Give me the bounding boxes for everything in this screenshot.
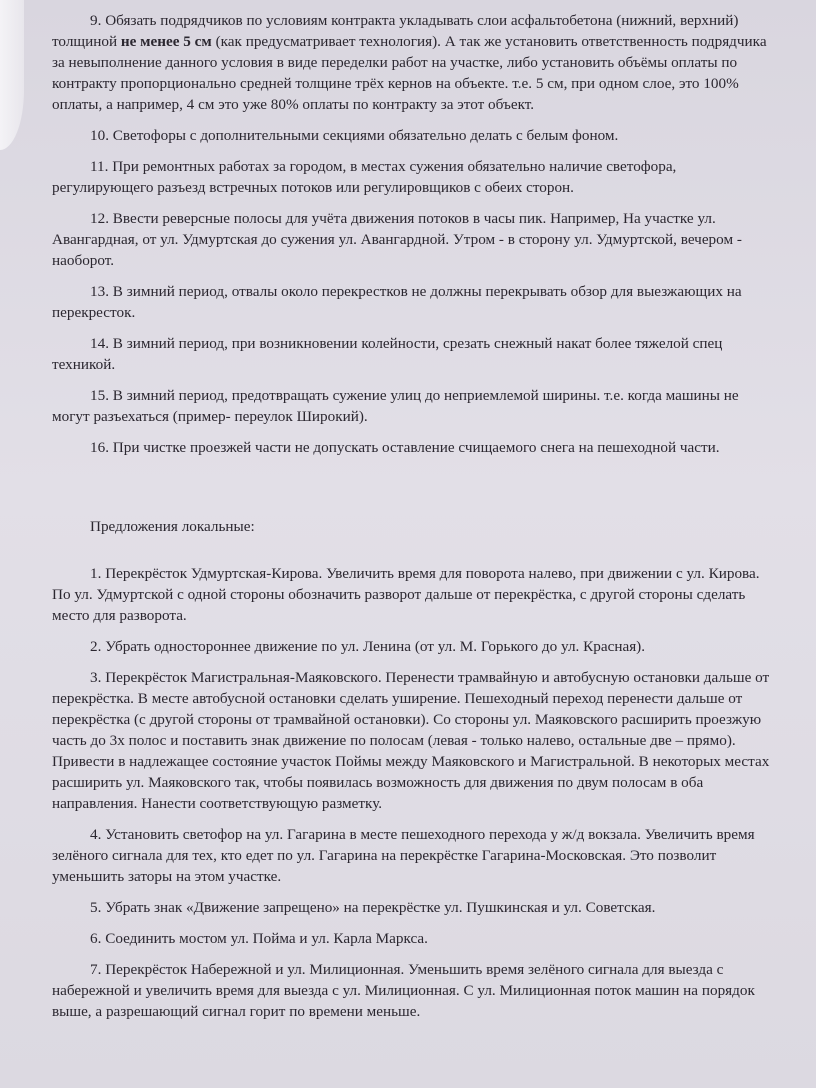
general-item-16: 16. При чистке проезжей части не допускать оставление счищаемого снега на пешеходной части. [90,439,720,456]
general-item-9: 9. Обязать подрядчиков по условиям контракта укладывать слои асфальтобетона (нижний, верхний) толщиной не менее 5 см (как предусматривает технология). А так же установить ответственность подрядчика за невыполнение данного условия в виде переделки работ на участке, либо установить объёмы оплаты по контракту пропорционально средней толщине трёх кернов на объекте. т.е. 5 см, при одном слое, это 100% оплаты, а например, 4 см это уже 80% оплаты по контракту за этот объект. [52,12,767,113]
general-item-11: 11. При ремонтных работах за городом, в местах сужения обязательно наличие светофора, регулирующего разъезд встречных потоков или регулировщиков с обеих сторон. [52,158,677,196]
general-item-13: 13. В зимний период, отвалы около перекрестков не должны перекрывать обзор для выезжающих на перекресток. [52,283,742,321]
bold-thickness-requirement: не менее 5 см [120,33,212,50]
general-item-12: 12. Ввести реверсные полосы для учёта движения потоков в часы пик. Например, На участке ул. Авангардная, от ул. Удмуртская до сужения ул. Авангардной. Утром - в сторону ул. Удмуртской, вечером - наоборот. [52,210,742,269]
local-item-7: 7. Перекрёсток Набережной и ул. Милиционная. Уменьшить время зелёного сигнала для выезда с набережной и увеличить время для выезда с ул. Милиционная. С ул. Милиционная поток машин на порядок выше, а разрешающий сигнал горит по времени меньше. [52,961,755,1020]
general-item-10: 10. Светофоры с дополнительными секциями обязательно делать с белым фоном. [90,127,619,144]
local-item-4: 4. Установить светофор на ул. Гагарина в месте пешеходного перехода у ж/д вокзала. Увеличить время зелёного сигнала для тех, кто едет по ул. Гагарина на перекрёстке Гагарина-Московская. Это позволит уменьшить заторы на этом участке. [52,826,755,885]
adjacent-page-edge [0,0,24,150]
local-item-3: 3. Перекрёсток Магистральная-Маяковского. Перенести трамвайную и автобусную остановки дальше от перекрёстка. В месте автобусной остановки сделать уширение. Пешеходный переход перенести дальше от перекрёстка (с другой стороны от трамвайной остановки). Со стороны ул. Маяковского расширить проезжую часть до 3х полос и поставить знак движение по полосам (левая - только налево, остальные две – прямо). Привести в надлежащее состояние участок Поймы между Маяковского и Магистральной. В некоторых местах расширить ул. Маяковского так, чтобы появилась возможность для движения по двум полосам в оба направления. Нанести соответствующую разметку. [52,669,770,812]
local-item-2: 2. Убрать одностороннее движение по ул. Ленина (от ул. М. Горького до ул. Красная). [90,638,646,655]
general-item-15: 15. В зимний период, предотвращать сужение улиц до неприемлемой ширины. т.е. когда машины не могут разъехаться (пример- переулок Широкий). [52,387,739,425]
local-item-5: 5. Убрать знак «Движение запрещено» на перекрёстке ул. Пушкинская и ул. Советская. [90,899,656,916]
general-item-14: 14. В зимний период, при возникновении колейности, срезать снежный накат более тяжелой спец техникой. [52,335,723,373]
document-page [52,10,772,1022]
local-item-1: 1. Перекрёсток Удмуртская-Кирова. Увеличить время для поворота налево, при движении с ул. Кирова. По ул. Удмуртской с одной стороны обозначить разворот дальше от перекрёстка, с другой стороны сделать место для разворота. [52,565,760,624]
local-item-6: 6. Соединить мостом ул. Пойма и ул. Карла Маркса. [90,930,428,947]
local-proposals-heading: Предложения локальные: [90,518,255,535]
local-proposals-list [52,563,772,1022]
